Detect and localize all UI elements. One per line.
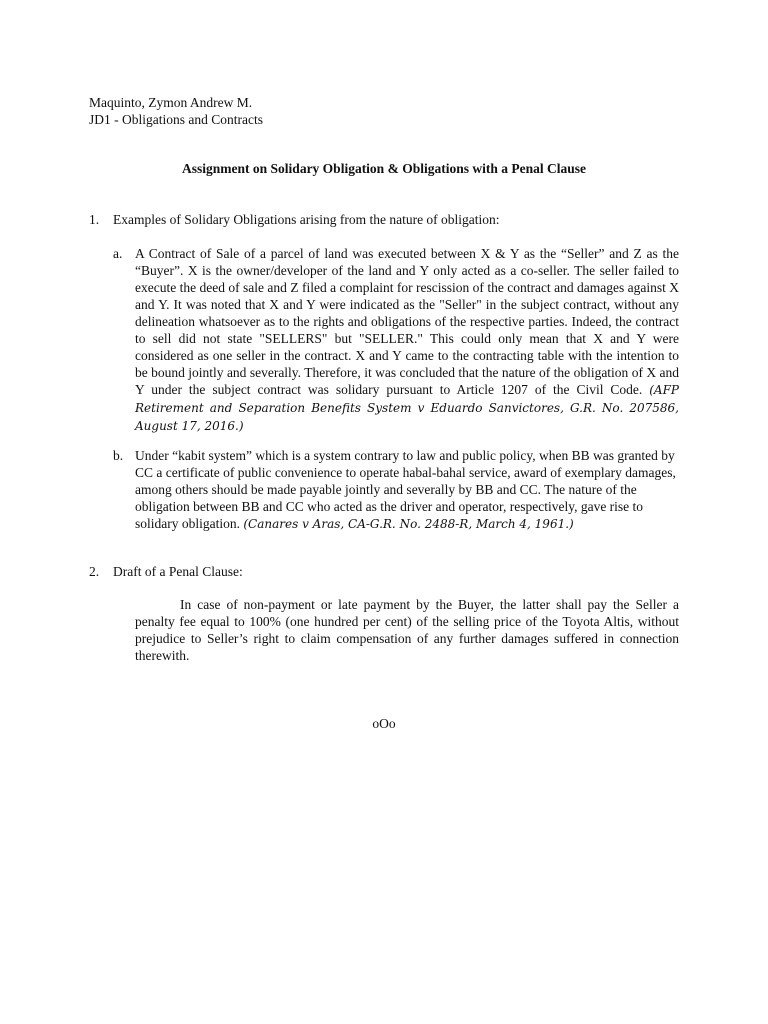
subitem-letter: b. xyxy=(113,448,124,463)
list-item-lead: Draft of a Penal Clause: xyxy=(113,564,243,579)
document-title: Assignment on Solidary Obligation & Obligations with a Penal Clause xyxy=(182,161,586,176)
list-item-lead: Examples of Solidary Obligations arising from the nature of obligation: xyxy=(113,212,500,227)
list-item-number: 2. xyxy=(89,564,100,579)
subitem-text: A Contract of Sale of a parcel of land was executed between X & Y as the “Seller” and Z as the “Buyer”. X is the owner/developer of the land and Y only acted as a co-seller. The seller failed to execute the deed of sale and Z filed a complaint for rescission of the contract and damages against X and Y. It was noted that X and Y were indicated as the "Seller" in the subject contract, without any delineation whatsoever as to the rights and obligations of the respective parties. Indeed, the contract to sell did not state "SELLERS" but "SELLER." This could only mean that X and Y were considered as one seller in the contract. X and Y came to the contracting table with the intention to be bound jointly and severally. Therefore, it was concluded that the nature of the obligation of X and Y under the subject contract was solidary pursuant to Article 1207 of the Civil Code. xyxy=(135,246,679,397)
penal-clause-paragraph: In case of non-payment or late payment by the Buyer, the latter shall pay the Seller a penalty fee equal to 100% (one hundred per cent) of the selling price of the Toyota Altis, without prejudice to Seller’s right to claim compensation of any further damages suffered in connection therewith. xyxy=(135,597,679,663)
course-name: JD1 - Obligations and Contracts xyxy=(89,112,263,127)
subitem-body xyxy=(135,245,679,435)
case-citation: (AFP Retirement and Separation Benefits System v Eduardo Sanvictores, G.R. No. 207586, August 17, 2016.) xyxy=(135,383,679,433)
case-citation: (Canares v Aras, CA-G.R. No. 2488-R, March 4, 1961.) xyxy=(243,517,574,531)
end-mark: oOo xyxy=(372,716,396,731)
author-name: Maquinto, Zymon Andrew M. xyxy=(89,95,253,110)
subitem-letter: a. xyxy=(113,246,123,261)
subitem-text: Under “kabit system” which is a system contrary to law and public policy, when BB was granted by CC a certificate of public convenience to operate habal-bahal service, award of exemplary damages, among others should be made payable jointly and severally by BB and CC. The nature of the obligation between BB and CC who acted as the driver and operator, respectively, gave rise to solidary obligation. xyxy=(135,448,676,531)
list-item-number: 1. xyxy=(89,212,100,227)
author-block xyxy=(89,94,489,128)
subitem-body xyxy=(135,447,679,533)
